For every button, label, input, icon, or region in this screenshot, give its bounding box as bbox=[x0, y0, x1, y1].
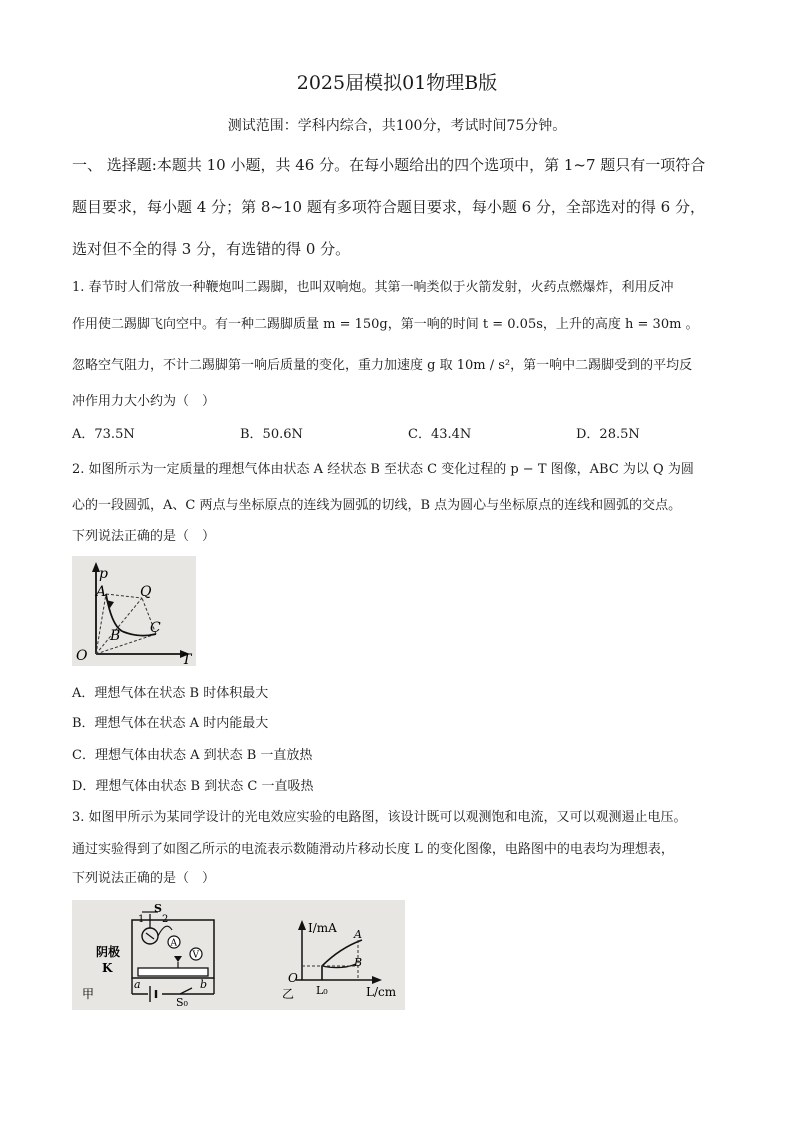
label-a: A bbox=[96, 584, 107, 600]
tangent-oc bbox=[96, 634, 156, 654]
q1-option-b: B．50.6N bbox=[240, 427, 303, 442]
q1-option-d: D．28.5N bbox=[576, 427, 640, 442]
label-two: 2 bbox=[162, 914, 169, 925]
q1-line3: 忽略空气阻力，不计二踢脚第一响后质量的变化，重力加速度 g 取 10m / s²，第一响中二踢脚受到的平均反 bbox=[72, 358, 693, 373]
q3-figure bbox=[72, 900, 405, 1010]
line-oq bbox=[96, 598, 142, 654]
label-o: O bbox=[76, 648, 88, 664]
section-heading-line1: 一、 选择题:本题共 10 小题，共 46 分。在每小题给出的四个选项中，第 1~7 题只有一项符合 bbox=[72, 156, 706, 174]
label-t: T bbox=[182, 652, 192, 666]
label-s0: S₀ bbox=[176, 996, 188, 1009]
label-p: p bbox=[99, 566, 108, 582]
label-cathode: 阴极 bbox=[96, 945, 121, 959]
switch-s0 bbox=[180, 988, 192, 994]
q1-line1: 1. 春节时人们常放一种鞭炮叫二踢脚，也叫双响炮。其第一响类似于火箭发射，火药点燃爆炸，利用反冲 bbox=[72, 280, 674, 295]
label-yi: 乙 bbox=[282, 987, 295, 1001]
slider bbox=[174, 956, 182, 962]
q2-pt-figure bbox=[72, 556, 196, 666]
page-title: 2025届模拟01物理B版 bbox=[296, 72, 498, 94]
q1-option-a: A．73.5N bbox=[72, 427, 135, 442]
label-a-end: a bbox=[134, 978, 141, 991]
q1-option-c: C．43.4N bbox=[408, 427, 472, 442]
label-b: B bbox=[110, 628, 121, 644]
ammeter-label: A bbox=[170, 938, 177, 949]
q2-line2: 心的一段圆弧，A、C 两点与坐标原点的连线为圆弧的切线，B 点为圆心与坐标原点的连线和圆弧的交点。 bbox=[72, 498, 682, 513]
label-b-yi: B bbox=[354, 956, 363, 969]
q1-line4: 冲作用力大小约为（ ） bbox=[72, 394, 216, 409]
q2-line3: 下列说法正确的是（ ） bbox=[72, 529, 216, 544]
label-one: 1 bbox=[138, 914, 145, 925]
label-b-end: b bbox=[200, 978, 208, 991]
q2-line1: 2. 如图所示为一定质量的理想气体由状态 A 经状态 B 至状态 C 变化过程的 p − T 图像，ABC 为以 Q 为圆 bbox=[72, 462, 694, 477]
voltmeter-label: V bbox=[192, 950, 199, 961]
label-k: K bbox=[102, 961, 113, 975]
q3-line2: 通过实验得到了如图乙所示的电流表示数随滑动片移动长度 L 的变化图像，电路图中的电表均为理想表， bbox=[72, 842, 674, 857]
q3-line3: 下列说法正确的是（ ） bbox=[72, 871, 216, 886]
rheostat bbox=[138, 968, 208, 976]
q2-option-d: D．理想气体由状态 B 到状态 C 一直吸热 bbox=[72, 779, 314, 794]
label-c: C bbox=[150, 620, 161, 636]
q3-line1: 3. 如图甲所示为某同学设计的光电效应实验的电路图，该设计既可以观测饱和电流，又可以观测遏止电压。 bbox=[72, 810, 687, 825]
q2-option-a: A．理想气体在状态 B 时体积最大 bbox=[72, 686, 269, 701]
radius-qa bbox=[106, 594, 142, 598]
label-l-cm: L/cm bbox=[366, 985, 397, 999]
section-heading-line3: 选对但不全的得 3 分，有选错的得 0 分。 bbox=[72, 240, 351, 258]
section-heading-line2: 题目要求，每小题 4 分；第 8~10 题有多项符合题目要求，每小题 6 分，全部选对的得 6 分， bbox=[72, 198, 705, 216]
label-jia: 甲 bbox=[82, 987, 95, 1001]
label-a-yi: A bbox=[354, 928, 362, 941]
label-s: S bbox=[154, 902, 162, 915]
q1-line2: 作用使二踢脚飞向空中。有一种二踢脚质量 m = 150g，第一响的时间 t = 0.05s，上升的高度 h = 30m 。 bbox=[72, 317, 699, 332]
label-o-yi: O bbox=[288, 971, 298, 985]
exam-scope: 测试范围：学科内综合，共100分，考试时间75分钟。 bbox=[227, 118, 567, 134]
label-l0: L₀ bbox=[316, 984, 328, 997]
q2-option-c: C．理想气体由状态 A 到状态 B 一直放热 bbox=[72, 748, 313, 763]
label-i-ma: I/mA bbox=[308, 921, 337, 935]
tangent-oa bbox=[96, 594, 106, 654]
q2-option-b: B．理想气体在状态 A 时内能最大 bbox=[72, 716, 269, 731]
label-q: Q bbox=[140, 584, 152, 600]
